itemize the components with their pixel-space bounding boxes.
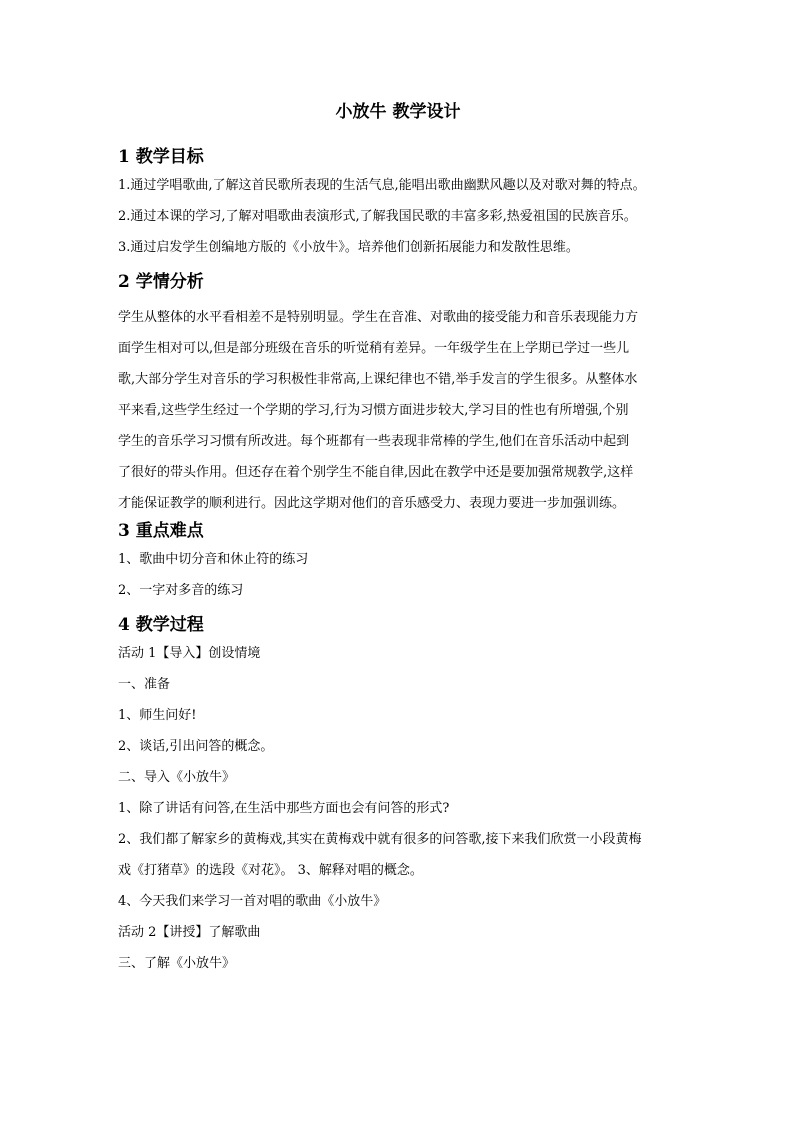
paragraph-line: 学生从整体的水平看相差不是特别明显。学生在音准、对歌曲的接受能力和音乐表现能力方 (118, 310, 639, 325)
section-heading: 1 教学目标 (118, 147, 204, 167)
section-heading: 2 学情分析 (118, 272, 204, 292)
section-objectives (118, 145, 678, 270)
paragraph-line: 才能保证教学的顺利进行。因此这学期对他们的音乐感受力、表现力要进一步加强训练。 (118, 496, 626, 511)
section-analysis (118, 270, 678, 519)
list-item: 2、谈话,引出问答的概念。 (118, 739, 274, 754)
paragraph-line: 学生的音乐学习习惯有所改进。每个班都有一些表现非常棒的学生,他们在音乐活动中起到 (118, 434, 630, 449)
list-item: 2、一字对多音的练习 (118, 583, 244, 598)
objectives-list (118, 177, 678, 270)
list-item: 2.通过本课的学习,了解对唱歌曲表演形式,了解我国民歌的丰富多彩,热爱祖国的民族音乐。 (118, 209, 637, 224)
section-heading: 3 重点难点 (118, 521, 204, 541)
list-item: 4、今天我们来学习一首对唱的歌曲《小放牛》 (118, 894, 387, 909)
section-process (118, 613, 678, 986)
list-item: 三、了解《小放牛》 (118, 956, 236, 971)
list-item: 一、准备 (118, 677, 171, 692)
document-title: 小放牛 教学设计 (335, 102, 461, 122)
paragraph-line: 面学生相对可以,但是部分班级在音乐的听觉稍有差异。一年级学生在上学期已学过一些儿 (118, 341, 630, 356)
list-item: 1、师生问好! (118, 708, 197, 723)
list-item: 活动 2【讲授】了解歌曲 (118, 925, 261, 940)
list-item: 3.通过启发学生创编地方版的《小放牛》。培养他们创新拓展能力和发散性思维。 (118, 240, 579, 255)
list-item: 二、导入《小放牛》 (118, 770, 236, 785)
list-item: 1、除了讲话有问答,在生活中那些方面也会有问答的形式? (118, 801, 450, 816)
key-points-list (118, 551, 678, 613)
list-item: 2、我们都了解家乡的黄梅戏,其实在黄梅戏中就有很多的问答歌,接下来我们欣赏一小段黄梅 (118, 832, 642, 847)
section-key-points (118, 519, 678, 613)
list-item: 1、歌曲中切分音和休止符的练习 (118, 552, 309, 567)
paragraph-line: 歌,大部分学生对音乐的学习积极性非常高,上课纪律也不错,举手发言的学生很多。从整体水 (118, 372, 638, 387)
paragraph-line: 了很好的带头作用。但还存在着个别学生不能自律,因此在教学中还是要加强常规教学,这样 (118, 465, 634, 480)
document-page (118, 100, 678, 986)
list-item: 戏《打猪草》的选段《对花》。 3、解释对唱的概念。 (118, 863, 423, 878)
list-item: 1.通过学唱歌曲,了解这首民歌所表现的生活气息,能唱出歌曲幽默风趣以及对歌对舞的特点。 (118, 178, 646, 193)
analysis-paragraph (118, 302, 678, 519)
paragraph-line: 平来看,这些学生经过一个学期的学习,行为习惯方面进步较大,学习目的性也有所增强,个别 (118, 403, 629, 418)
process-list (118, 645, 678, 986)
list-item: 活动 1【导入】创设情境 (118, 646, 261, 661)
section-heading: 4 教学过程 (118, 615, 204, 635)
